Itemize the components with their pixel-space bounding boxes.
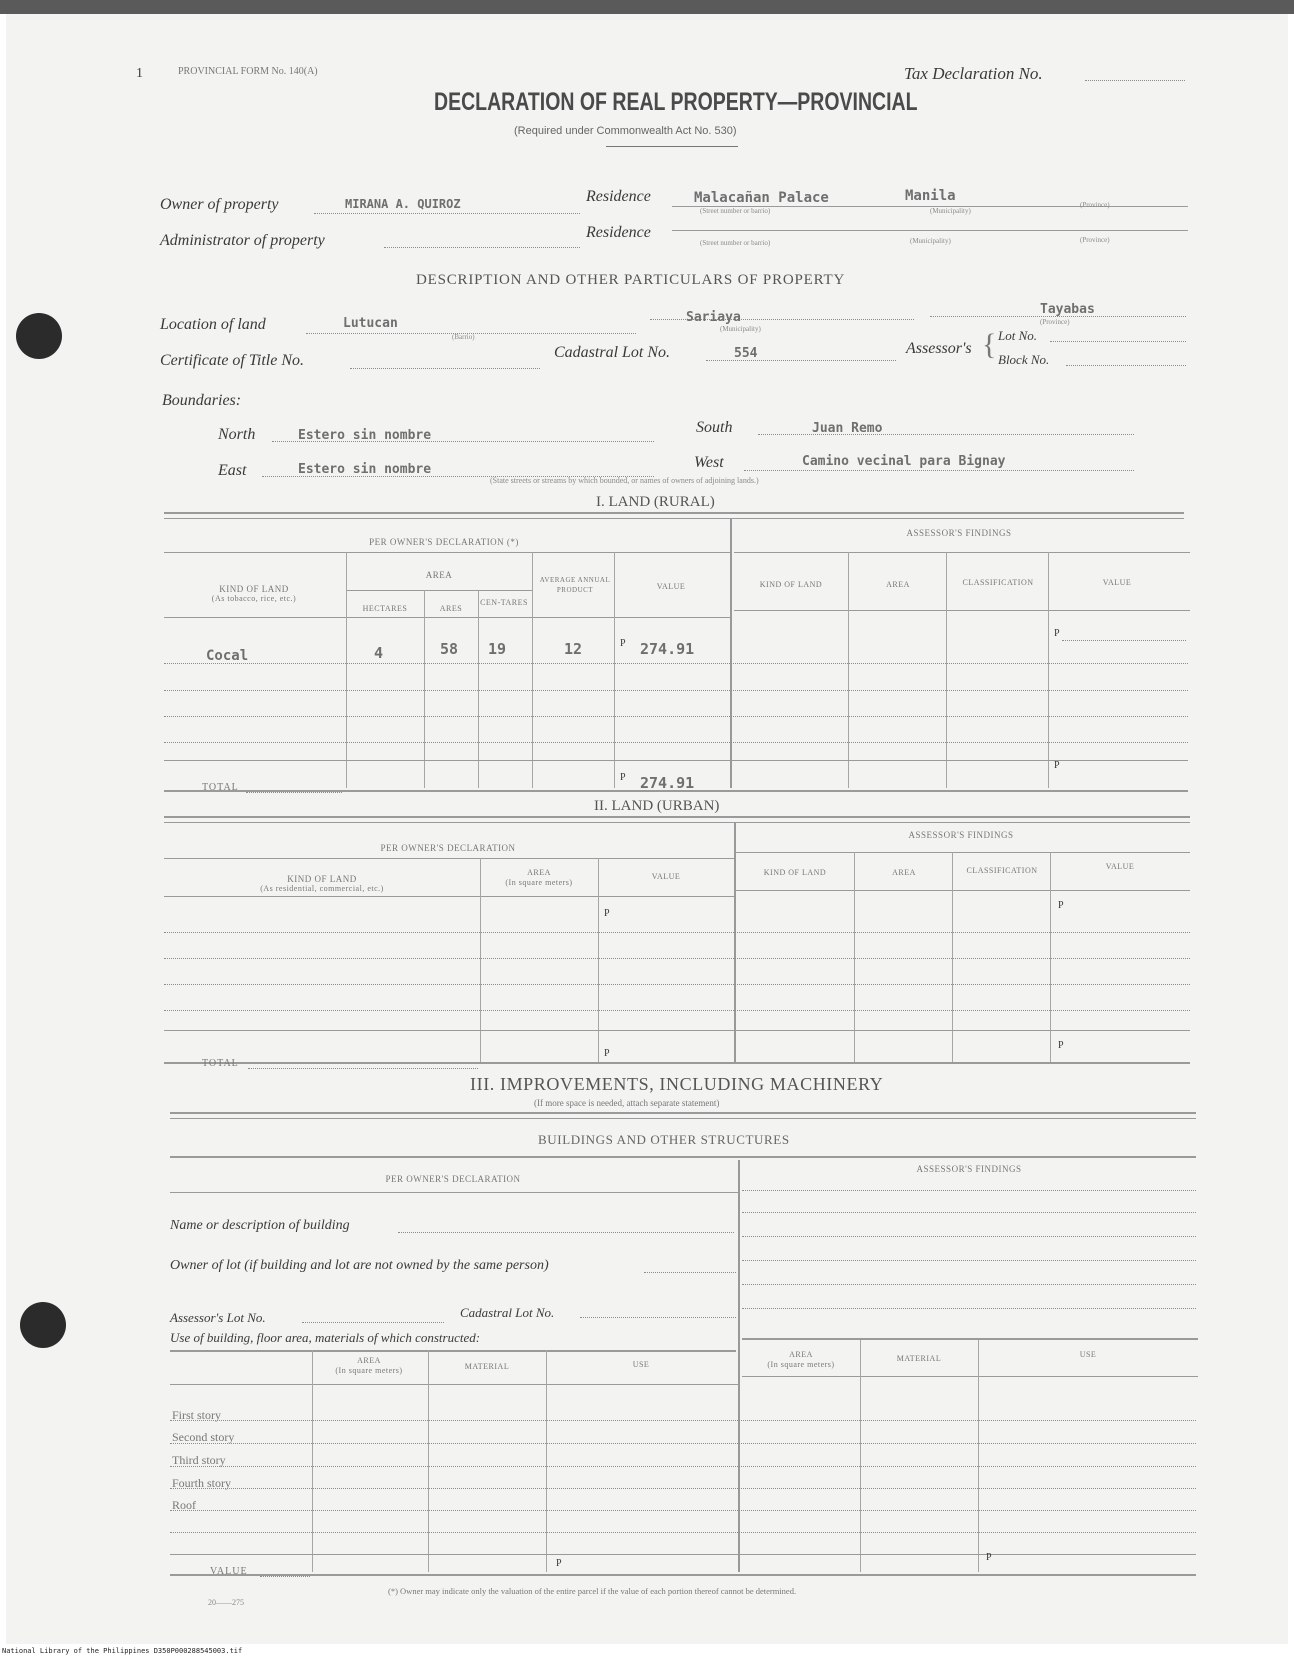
rural-avg-header: AVERAGE ANNUAL PRODUCT bbox=[539, 576, 611, 594]
buildings-a-line bbox=[742, 1284, 1196, 1285]
rural-header-rule bbox=[164, 617, 730, 618]
west-label: West bbox=[694, 454, 724, 471]
municipality-caption: (Municipality) bbox=[930, 207, 971, 215]
barrio-caption: (Barrio) bbox=[452, 333, 475, 341]
owner-of-lot-label: Owner of lot (if building and lot are not owned by the same person) bbox=[170, 1258, 549, 1273]
location-municipality: Sariaya bbox=[686, 310, 741, 325]
rural-col bbox=[532, 552, 533, 788]
urban-a-kind-header: KIND OF LAND bbox=[763, 868, 827, 877]
rural-a-class-header: CLASSIFICATION bbox=[962, 578, 1034, 587]
owner-label: Owner of property bbox=[160, 196, 279, 213]
residence-street: Malacañan Palace bbox=[694, 190, 829, 206]
boundaries-note: (State streets or streams by which bounded, or names of owners of adjoining lands.) bbox=[490, 476, 759, 485]
cadastral-lot-label: Cadastral Lot No. bbox=[554, 344, 671, 361]
urban-heading: II. LAND (URBAN) bbox=[594, 798, 720, 814]
footnote: (*) Owner may indicate only the valuation of the entire parcel if the value of each portion thereof cannot be determined. bbox=[388, 1586, 797, 1596]
assessor-label: Assessor's bbox=[906, 340, 972, 357]
residence2-line bbox=[672, 230, 1188, 231]
rural-row-line bbox=[164, 742, 1188, 743]
rural-row-centares: 19 bbox=[488, 640, 507, 658]
urban-header-rule-assessor bbox=[736, 890, 1190, 891]
form-code: 20——275 bbox=[208, 1598, 244, 1607]
use-col bbox=[546, 1350, 547, 1572]
value-line bbox=[260, 1576, 310, 1577]
administrator-label: Administrator of property bbox=[160, 232, 325, 249]
west-value: Camino vecinal para Bignay bbox=[802, 454, 1006, 469]
urban-top-rule-2 bbox=[164, 822, 1190, 823]
assessor-lot-label: Lot No. bbox=[998, 328, 1038, 343]
assessor-lot-line-2 bbox=[302, 1322, 444, 1323]
urban-col bbox=[598, 858, 599, 1064]
buildings-per-owner: PER OWNER'S DECLARATION bbox=[385, 1174, 521, 1184]
use-a-material-header: MATERIAL bbox=[896, 1354, 942, 1363]
use-col bbox=[978, 1340, 979, 1572]
rural-col bbox=[848, 552, 849, 788]
use-header-rule bbox=[170, 1384, 738, 1385]
south-label: South bbox=[696, 419, 733, 436]
rural-row-kind: Cocal bbox=[206, 648, 249, 664]
assessor-block-label: Block No. bbox=[998, 352, 1050, 367]
tax-declaration-line bbox=[1085, 80, 1185, 81]
form-paper bbox=[6, 14, 1288, 1644]
rural-row-avg: 12 bbox=[564, 640, 583, 658]
story-third: Third story bbox=[172, 1453, 226, 1467]
rural-row-line bbox=[164, 663, 1188, 664]
rural-centares-header: CEN-TARES bbox=[480, 598, 528, 607]
assessor-lot-label-2: Assessor's Lot No. bbox=[170, 1310, 266, 1325]
urban-total-line bbox=[248, 1068, 478, 1069]
value-label: VALUE bbox=[210, 1566, 248, 1577]
urban-per-owner: PER OWNER'S DECLARATION bbox=[380, 843, 516, 853]
administrator-line bbox=[384, 247, 580, 248]
title-ornament bbox=[606, 146, 738, 147]
urban-sub-rule-assessor bbox=[736, 852, 1190, 853]
scan-top-border bbox=[0, 0, 1294, 14]
story-roof: Roof bbox=[172, 1498, 196, 1512]
rural-col bbox=[1048, 552, 1049, 788]
urban-row-line bbox=[164, 958, 1190, 959]
west-line bbox=[744, 470, 1134, 471]
province-caption-2: (Province) bbox=[1080, 236, 1110, 244]
rural-a-value-header: VALUE bbox=[1102, 578, 1132, 587]
use-a-area-sub: (In square meters) bbox=[767, 1360, 835, 1369]
urban-total-rule bbox=[164, 1030, 1190, 1031]
rural-top-rule bbox=[164, 512, 1184, 514]
location-province: Tayabas bbox=[1040, 302, 1095, 317]
use-header-rule-assessor bbox=[742, 1376, 1198, 1377]
use-a-use-header: USE bbox=[1079, 1350, 1097, 1359]
use-of-building-label: Use of building, floor area, materials of which constructed: bbox=[170, 1330, 481, 1345]
story-row-line bbox=[170, 1488, 1196, 1489]
rural-row-value: 274.91 bbox=[640, 640, 695, 658]
buildings-a-line bbox=[742, 1260, 1196, 1261]
story-fourth: Fourth story bbox=[172, 1476, 232, 1490]
use-col bbox=[860, 1340, 861, 1572]
buildings-a-line bbox=[742, 1236, 1196, 1237]
urban-value-header: VALUE bbox=[651, 872, 681, 881]
rural-total-label: TOTAL bbox=[202, 782, 239, 793]
use-a-area-header: AREA bbox=[789, 1350, 813, 1359]
rural-a-area-header: AREA bbox=[886, 580, 910, 589]
rural-total-rule bbox=[164, 760, 1188, 761]
rural-a-kind-header: KIND OF LAND bbox=[759, 580, 823, 589]
rural-sub-rule-assessor bbox=[734, 552, 1190, 553]
urban-row-line bbox=[164, 1010, 1190, 1011]
story-row-line bbox=[170, 1420, 1196, 1421]
location-label: Location of land bbox=[160, 316, 266, 333]
east-value: Estero sin nombre bbox=[298, 462, 432, 477]
south-value: Juan Remo bbox=[812, 421, 883, 436]
urban-total-label: TOTAL bbox=[202, 1058, 239, 1069]
location-barrio: Lutucan bbox=[343, 316, 398, 331]
punch-hole-bottom bbox=[20, 1302, 66, 1348]
east-label: East bbox=[218, 462, 247, 479]
rural-row-line bbox=[164, 690, 1188, 691]
rural-a-value-line bbox=[1062, 640, 1186, 641]
rural-a-total-peso: P bbox=[1054, 760, 1060, 771]
margin-mark: 1 bbox=[136, 66, 143, 81]
use-material-header: MATERIAL bbox=[464, 1362, 510, 1371]
residence-municipality: Manila bbox=[905, 188, 956, 204]
cadastral-lot-value: 554 bbox=[734, 346, 758, 361]
owner-value: MIRANA A. QUIROZ bbox=[345, 197, 461, 211]
improvements-heading: III. IMPROVEMENTS, INCLUDING MACHINERY bbox=[470, 1074, 884, 1094]
rural-hectares-header: HECTARES bbox=[362, 604, 408, 613]
owner-of-lot-line bbox=[644, 1272, 736, 1273]
story-row-line bbox=[170, 1510, 1196, 1511]
rural-heading: I. LAND (RURAL) bbox=[596, 494, 715, 510]
municipality-caption-2: (Municipality) bbox=[910, 237, 951, 245]
urban-row-line bbox=[164, 984, 1190, 985]
rural-a-peso: P bbox=[1054, 628, 1060, 639]
assessor-brace: { bbox=[982, 328, 997, 361]
value-bottom-rule bbox=[170, 1574, 1196, 1576]
form-subtitle: (Required under Commonwealth Act No. 530) bbox=[514, 125, 737, 137]
story-row-line bbox=[170, 1443, 1196, 1444]
urban-a-area-header: AREA bbox=[892, 868, 916, 877]
street-caption-2: (Street number or barrio) bbox=[700, 239, 771, 247]
story-row-line bbox=[170, 1466, 1196, 1467]
street-caption: (Street number or barrio) bbox=[700, 207, 771, 215]
use-use-header: USE bbox=[632, 1360, 650, 1369]
residence-label: Residence bbox=[586, 188, 651, 205]
certificate-title-line bbox=[350, 368, 540, 369]
story-first: First story bbox=[172, 1408, 222, 1422]
rural-area-header: AREA bbox=[425, 570, 453, 580]
scan-caption: National Library of the Philippines D350P000288545003.tif bbox=[0, 1644, 1294, 1658]
rural-ares-header: ARES bbox=[439, 604, 463, 613]
particulars-heading: DESCRIPTION AND OTHER PARTICULARS OF PROPERTY bbox=[416, 272, 846, 288]
rural-header-rule-assessor bbox=[734, 610, 1190, 611]
urban-bottom-rule bbox=[164, 1062, 1190, 1064]
rural-sub-rule bbox=[164, 552, 730, 553]
urban-a-total-peso: P bbox=[1058, 1040, 1064, 1051]
improvements-rule bbox=[170, 1112, 1196, 1114]
buildings-heading: BUILDINGS AND OTHER STRUCTURES bbox=[538, 1132, 790, 1147]
rural-assessor: ASSESSOR'S FINDINGS bbox=[906, 528, 1012, 538]
rural-col bbox=[478, 590, 479, 788]
urban-assessor: ASSESSOR'S FINDINGS bbox=[908, 830, 1014, 840]
rural-row-ares: 58 bbox=[440, 640, 459, 658]
rural-row-peso: P bbox=[620, 638, 626, 649]
urban-divider bbox=[734, 822, 736, 1064]
province-caption: (Province) bbox=[1080, 201, 1110, 209]
buildings-assessor: ASSESSOR'S FINDINGS bbox=[916, 1164, 1022, 1174]
use-area-header: AREA bbox=[357, 1356, 381, 1365]
tax-declaration-label: Tax Declaration No. bbox=[904, 64, 1043, 83]
urban-a-class-header: CLASSIFICATION bbox=[966, 866, 1038, 875]
form-number: PROVINCIAL FORM No. 140(A) bbox=[178, 66, 318, 77]
location-province-caption: (Province) bbox=[1040, 318, 1070, 326]
north-label: North bbox=[218, 426, 256, 443]
rural-col bbox=[614, 552, 615, 788]
buildings-rule bbox=[170, 1156, 1196, 1158]
urban-area-header: AREA bbox=[527, 868, 551, 877]
value-a-peso: P bbox=[986, 1552, 992, 1563]
story-second: Second story bbox=[172, 1430, 235, 1444]
rural-col bbox=[346, 552, 347, 788]
value-peso: P bbox=[556, 1558, 562, 1569]
rural-top-rule-2 bbox=[164, 518, 1184, 519]
use-rule-assessor bbox=[742, 1338, 1198, 1340]
rural-row-line bbox=[164, 716, 1188, 717]
rural-per-owner: PER OWNER'S DECLARATION (*) bbox=[369, 537, 519, 547]
owner-line bbox=[314, 213, 580, 214]
use-col bbox=[312, 1350, 313, 1572]
urban-header-rule bbox=[164, 896, 734, 897]
buildings-a-line bbox=[742, 1308, 1196, 1309]
assessor-lot-line bbox=[1050, 341, 1186, 342]
cadastral-lot-label-2: Cadastral Lot No. bbox=[460, 1305, 555, 1320]
urban-row-line bbox=[164, 932, 1190, 933]
form-title: DECLARATION OF REAL PROPERTY—PROVINCIAL bbox=[434, 88, 918, 116]
buildings-a-line bbox=[742, 1190, 1196, 1191]
use-rule bbox=[170, 1350, 736, 1352]
rural-total-value: 274.91 bbox=[640, 774, 695, 792]
building-name-label: Name or description of building bbox=[170, 1218, 350, 1233]
urban-sub-rule bbox=[164, 858, 734, 859]
urban-row-peso: P bbox=[604, 908, 610, 919]
cadastral-lot-line-2 bbox=[580, 1317, 736, 1318]
urban-top-rule bbox=[164, 816, 1190, 818]
residence2-label: Residence bbox=[586, 224, 651, 241]
rural-value-header: VALUE bbox=[656, 582, 686, 591]
value-top-rule bbox=[170, 1554, 1196, 1555]
urban-a-value-header: VALUE bbox=[1105, 862, 1135, 871]
use-area-sub: (In square meters) bbox=[335, 1366, 403, 1375]
punch-hole-top bbox=[16, 313, 62, 359]
urban-kind-sub: (As residential, commercial, etc.) bbox=[260, 884, 384, 893]
buildings-a-line bbox=[742, 1212, 1196, 1213]
rural-divider bbox=[730, 518, 732, 788]
boundaries-label: Boundaries: bbox=[162, 392, 242, 409]
rural-col bbox=[424, 590, 425, 788]
urban-total-peso: P bbox=[604, 1048, 610, 1059]
rural-total-peso: P bbox=[620, 772, 626, 783]
north-value: Estero sin nombre bbox=[298, 428, 432, 443]
rural-kind-sub: (As tobacco, rice, etc.) bbox=[211, 594, 297, 603]
rural-area-rule bbox=[346, 590, 532, 591]
certificate-title-label: Certificate of Title No. bbox=[160, 352, 304, 369]
urban-col bbox=[480, 858, 481, 1064]
improvements-sub: (If more space is needed, attach separate statement) bbox=[534, 1098, 720, 1108]
assessor-block-line bbox=[1066, 365, 1186, 366]
urban-kind-header: KIND OF LAND bbox=[287, 874, 357, 884]
story-row-line bbox=[170, 1532, 1196, 1533]
use-col bbox=[428, 1350, 429, 1572]
improvements-rule-2 bbox=[170, 1118, 1196, 1119]
rural-col bbox=[946, 552, 947, 788]
urban-a-peso: P bbox=[1058, 900, 1064, 911]
buildings-sub-rule bbox=[170, 1192, 738, 1193]
rural-row-hectares: 4 bbox=[374, 644, 384, 662]
location-municipality-caption: (Municipality) bbox=[720, 325, 761, 333]
building-name-line bbox=[398, 1232, 734, 1233]
urban-area-sub: (In square meters) bbox=[505, 878, 573, 887]
rural-kind-header: KIND OF LAND bbox=[219, 584, 289, 594]
rural-total-line bbox=[246, 792, 342, 793]
